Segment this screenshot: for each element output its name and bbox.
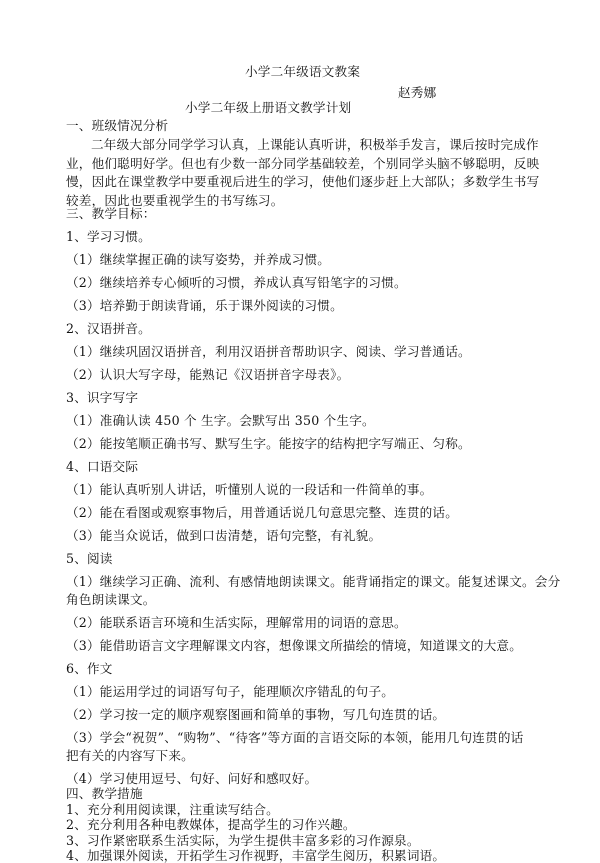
list-item: （1）能认真听别人讲话，听懂别人说的一段话和一件简单的事。	[66, 482, 433, 497]
list-item: （1）继续巩固汉语拼音，利用汉语拼音帮助识字、阅读、学习普通话。	[66, 344, 471, 359]
list-item-continuation: 把有关的内容写下来。	[66, 748, 194, 763]
list-item: （2）能按笔顺正确书写、默写生字。能按字的结构把字写端正、匀称。	[66, 436, 471, 451]
list-item: 1、充分利用阅读课，注重读写结合。	[66, 801, 279, 817]
subheading-literacy: 3、识字写字	[66, 390, 139, 405]
list-item: （3）能借助语言文字理解课文内容，想像课文所描绘的情境，知道课文的大意。	[66, 638, 522, 653]
class-analysis-paragraph: 二年级大部分同学学习认真，上课能认真听讲，积极举手发言，课后按时完成作业，他们聪明好学。但也有少数一部分同学基础较差，个别同学头脑不够聪明，反映慢，因此在课堂教学中要重视后进生的学习，使他们逐步赶上大部队；多数学生书写较差，因此也要重视学生的书写练习。	[66, 137, 540, 208]
subheading-study-habits: 1、学习习惯。	[66, 229, 151, 244]
subheading-composition: 6、作文	[66, 661, 113, 676]
author-name: 赵秀娜	[398, 85, 437, 100]
list-item: 4、加强课外阅读，开拓学生习作视野，丰富学生阅历，积累词语。	[66, 848, 446, 863]
section-heading-goals: 三、教学目标：	[66, 206, 156, 221]
list-item: （1）继续学习正确、流利、有感情地朗读课文。能背诵指定的课文。能复述课文。会分	[66, 574, 561, 589]
list-item: （2）认识大写字母，能熟记《汉语拼音字母表》。	[66, 367, 350, 382]
list-item: （4）学习使用逗号、句好、问好和感叹好。	[66, 771, 318, 786]
document-title: 小学二年级语文教案	[245, 64, 361, 79]
section-heading-class-analysis: 一、班级情况分析	[66, 118, 169, 133]
document-subtitle: 小学二年级上册语文教学计划	[185, 100, 352, 115]
list-item: （3）能当众说话，做到口齿清楚，语句完整，有礼貌。	[66, 528, 382, 543]
list-item: （3）学会“祝贺”、“购物”、“待客”等方面的言语交际的本领，能用几句连贯的话	[66, 730, 524, 745]
list-item: （2）能联系语言环境和生活实际，理解常用的词语的意思。	[66, 615, 407, 630]
list-item: （1）继续掌握正确的读写姿势，并养成习惯。	[66, 252, 331, 267]
subheading-reading: 5、阅读	[66, 551, 113, 566]
list-item: （2）继续培养专心倾听的习惯，养成认真写铅笔字的习惯。	[66, 275, 407, 290]
section-heading-measures: 四、教学措施	[66, 786, 143, 801]
subheading-pinyin: 2、汉语拼音。	[66, 321, 151, 336]
list-item-continuation: 角色朗读课文。	[66, 592, 156, 607]
list-item: （1）准确认读 450 个 生字。会默写出 350 个生字。	[66, 413, 375, 428]
list-item: 3、习作紧密联系生活实际，为学生提供丰富多彩的习作源泉。	[66, 832, 420, 848]
list-item: （1）能运用学过的词语写句子，能理顺次序错乱的句子。	[66, 684, 395, 699]
list-item: 2、充分利用各种电教媒体，提高学生的习作兴趣。	[66, 817, 356, 832]
list-item: （2）学习按一定的顺序观察图画和简单的事物，写几句连贯的话。	[66, 707, 446, 722]
list-item: （2）能在看图或观察事物后，用普通话说几句意思完整、连贯的话。	[66, 505, 459, 520]
list-item: （3）培养勤于朗读背诵，乐于课外阅读的习惯。	[66, 298, 343, 313]
subheading-oral-communication: 4、口语交际	[66, 459, 139, 474]
